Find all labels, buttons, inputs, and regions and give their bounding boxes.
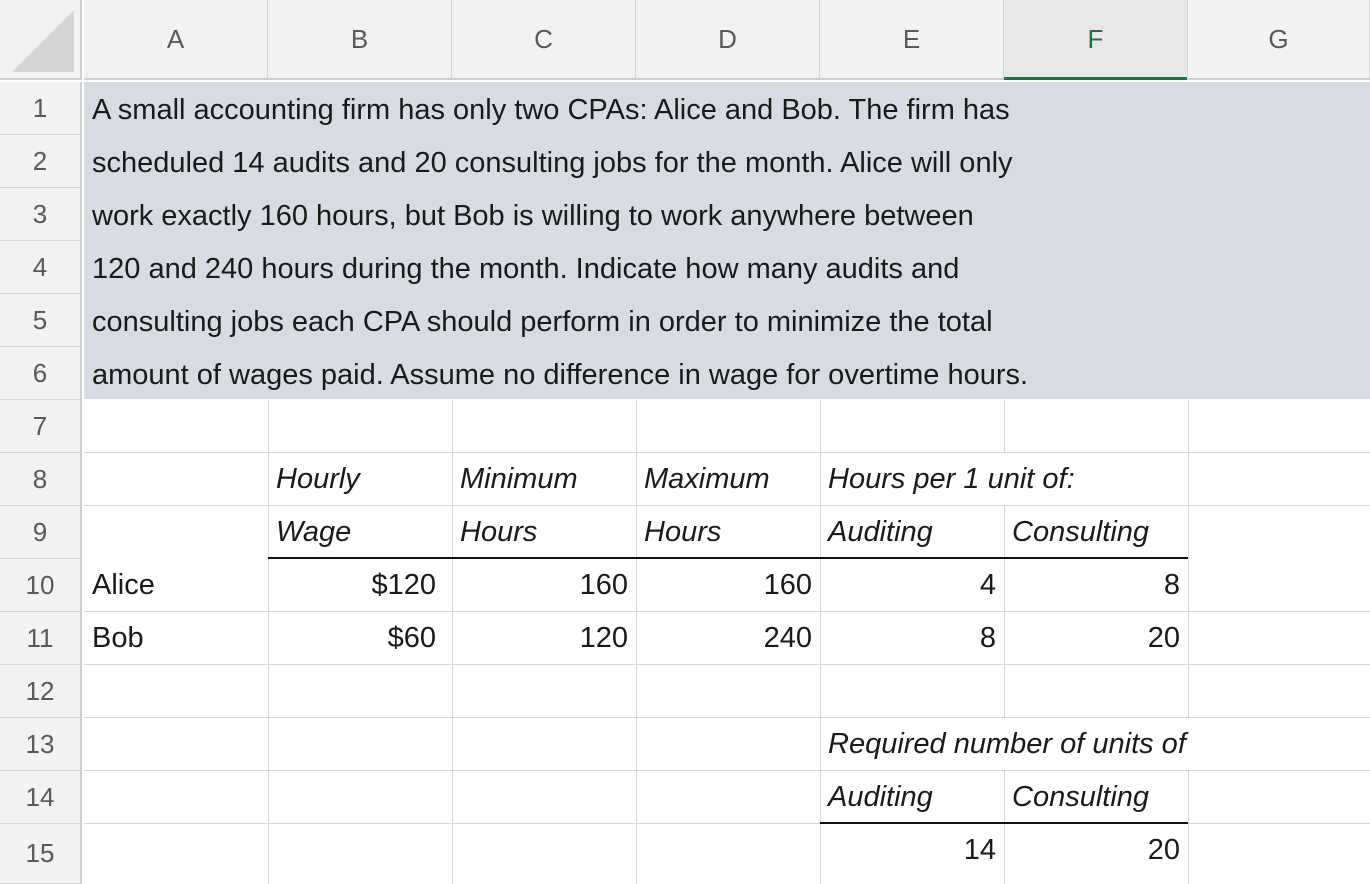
header-consulting[interactable]: Consulting	[1012, 516, 1150, 548]
header-hours-per-unit[interactable]: Hours per 1 unit of:	[828, 463, 1075, 495]
required-auditing-label[interactable]: Auditing	[828, 781, 933, 813]
gridline	[1188, 771, 1189, 884]
gridline	[1188, 823, 1370, 824]
cell-max-bob[interactable]: 240	[763, 622, 812, 654]
row-header-4[interactable]: 4	[0, 241, 82, 294]
header-wage[interactable]: Wage	[276, 516, 352, 548]
column-header-e[interactable]: E	[820, 0, 1004, 80]
cell-consulting-alice[interactable]: 8	[1163, 569, 1180, 601]
gridline	[84, 823, 820, 824]
row-header-6[interactable]: 6	[0, 347, 82, 400]
header-auditing[interactable]: Auditing	[828, 516, 933, 548]
cell-name-alice[interactable]: Alice	[92, 569, 155, 601]
column-header-d[interactable]: D	[636, 0, 820, 80]
cell-min-alice[interactable]: 160	[579, 569, 628, 601]
gridline	[1004, 400, 1005, 453]
row-header-12[interactable]: 12	[0, 665, 82, 718]
cell-wage-bob[interactable]: $60	[387, 622, 436, 654]
row-header-14[interactable]: 14	[0, 771, 82, 824]
cell-auditing-bob[interactable]: 8	[979, 622, 996, 654]
problem-text-line: scheduled 14 audits and 20 consulting jobs for the month. Alice will only	[92, 147, 1013, 179]
select-all-corner[interactable]	[0, 0, 82, 80]
row-header-13[interactable]: 13	[0, 718, 82, 771]
row-header-5[interactable]: 5	[0, 294, 82, 347]
header-hourly[interactable]: Hourly	[276, 463, 360, 495]
cell-name-bob[interactable]: Bob	[92, 622, 144, 654]
cell-min-bob[interactable]: 120	[579, 622, 628, 654]
row-header-8[interactable]: 8	[0, 453, 82, 506]
row-header-7[interactable]: 7	[0, 400, 82, 453]
cell-max-alice[interactable]: 160	[763, 569, 812, 601]
row-header-9[interactable]: 9	[0, 506, 82, 559]
problem-text-line: A small accounting firm has only two CPAs: Alice and Bob. The firm has	[92, 94, 1010, 126]
header-maximum[interactable]: Maximum	[644, 463, 770, 495]
column-header-c[interactable]: C	[452, 0, 636, 80]
header-minimum[interactable]: Minimum	[460, 463, 578, 495]
required-units-title[interactable]: Required number of units of	[828, 728, 1186, 760]
row-header-3[interactable]: 3	[0, 188, 82, 241]
row-header-2[interactable]: 2	[0, 135, 82, 188]
required-auditing-value[interactable]: 14	[963, 834, 996, 866]
required-consulting-label[interactable]: Consulting	[1012, 781, 1150, 813]
row-header-11[interactable]: 11	[0, 612, 82, 665]
problem-text-line: amount of wages paid. Assume no difference in wage for overtime hours.	[92, 359, 1029, 391]
row-header-10[interactable]: 10	[0, 559, 82, 612]
column-header-b[interactable]: B	[268, 0, 452, 80]
column-header-f[interactable]: F	[1004, 0, 1188, 80]
cell-wage-alice[interactable]: $120	[371, 569, 436, 601]
header-min-hours[interactable]: Hours	[460, 516, 538, 548]
header-max-hours[interactable]: Hours	[644, 516, 722, 548]
column-header-g[interactable]: G	[1188, 0, 1370, 80]
problem-text-line: consulting jobs each CPA should perform in order to minimize the total	[92, 306, 993, 338]
required-consulting-value[interactable]: 20	[1147, 834, 1180, 866]
problem-text-line: work exactly 160 hours, but Bob is willing to work anywhere between	[92, 200, 974, 232]
row-header-15[interactable]: 15	[0, 824, 82, 884]
cell-auditing-alice[interactable]: 4	[979, 569, 996, 601]
problem-text-line: 120 and 240 hours during the month. Indicate how many audits and	[92, 253, 960, 285]
gridline	[1188, 400, 1189, 718]
cell-consulting-bob[interactable]: 20	[1147, 622, 1180, 654]
column-header-a[interactable]: A	[84, 0, 268, 80]
row-header-1[interactable]: 1	[0, 82, 82, 135]
